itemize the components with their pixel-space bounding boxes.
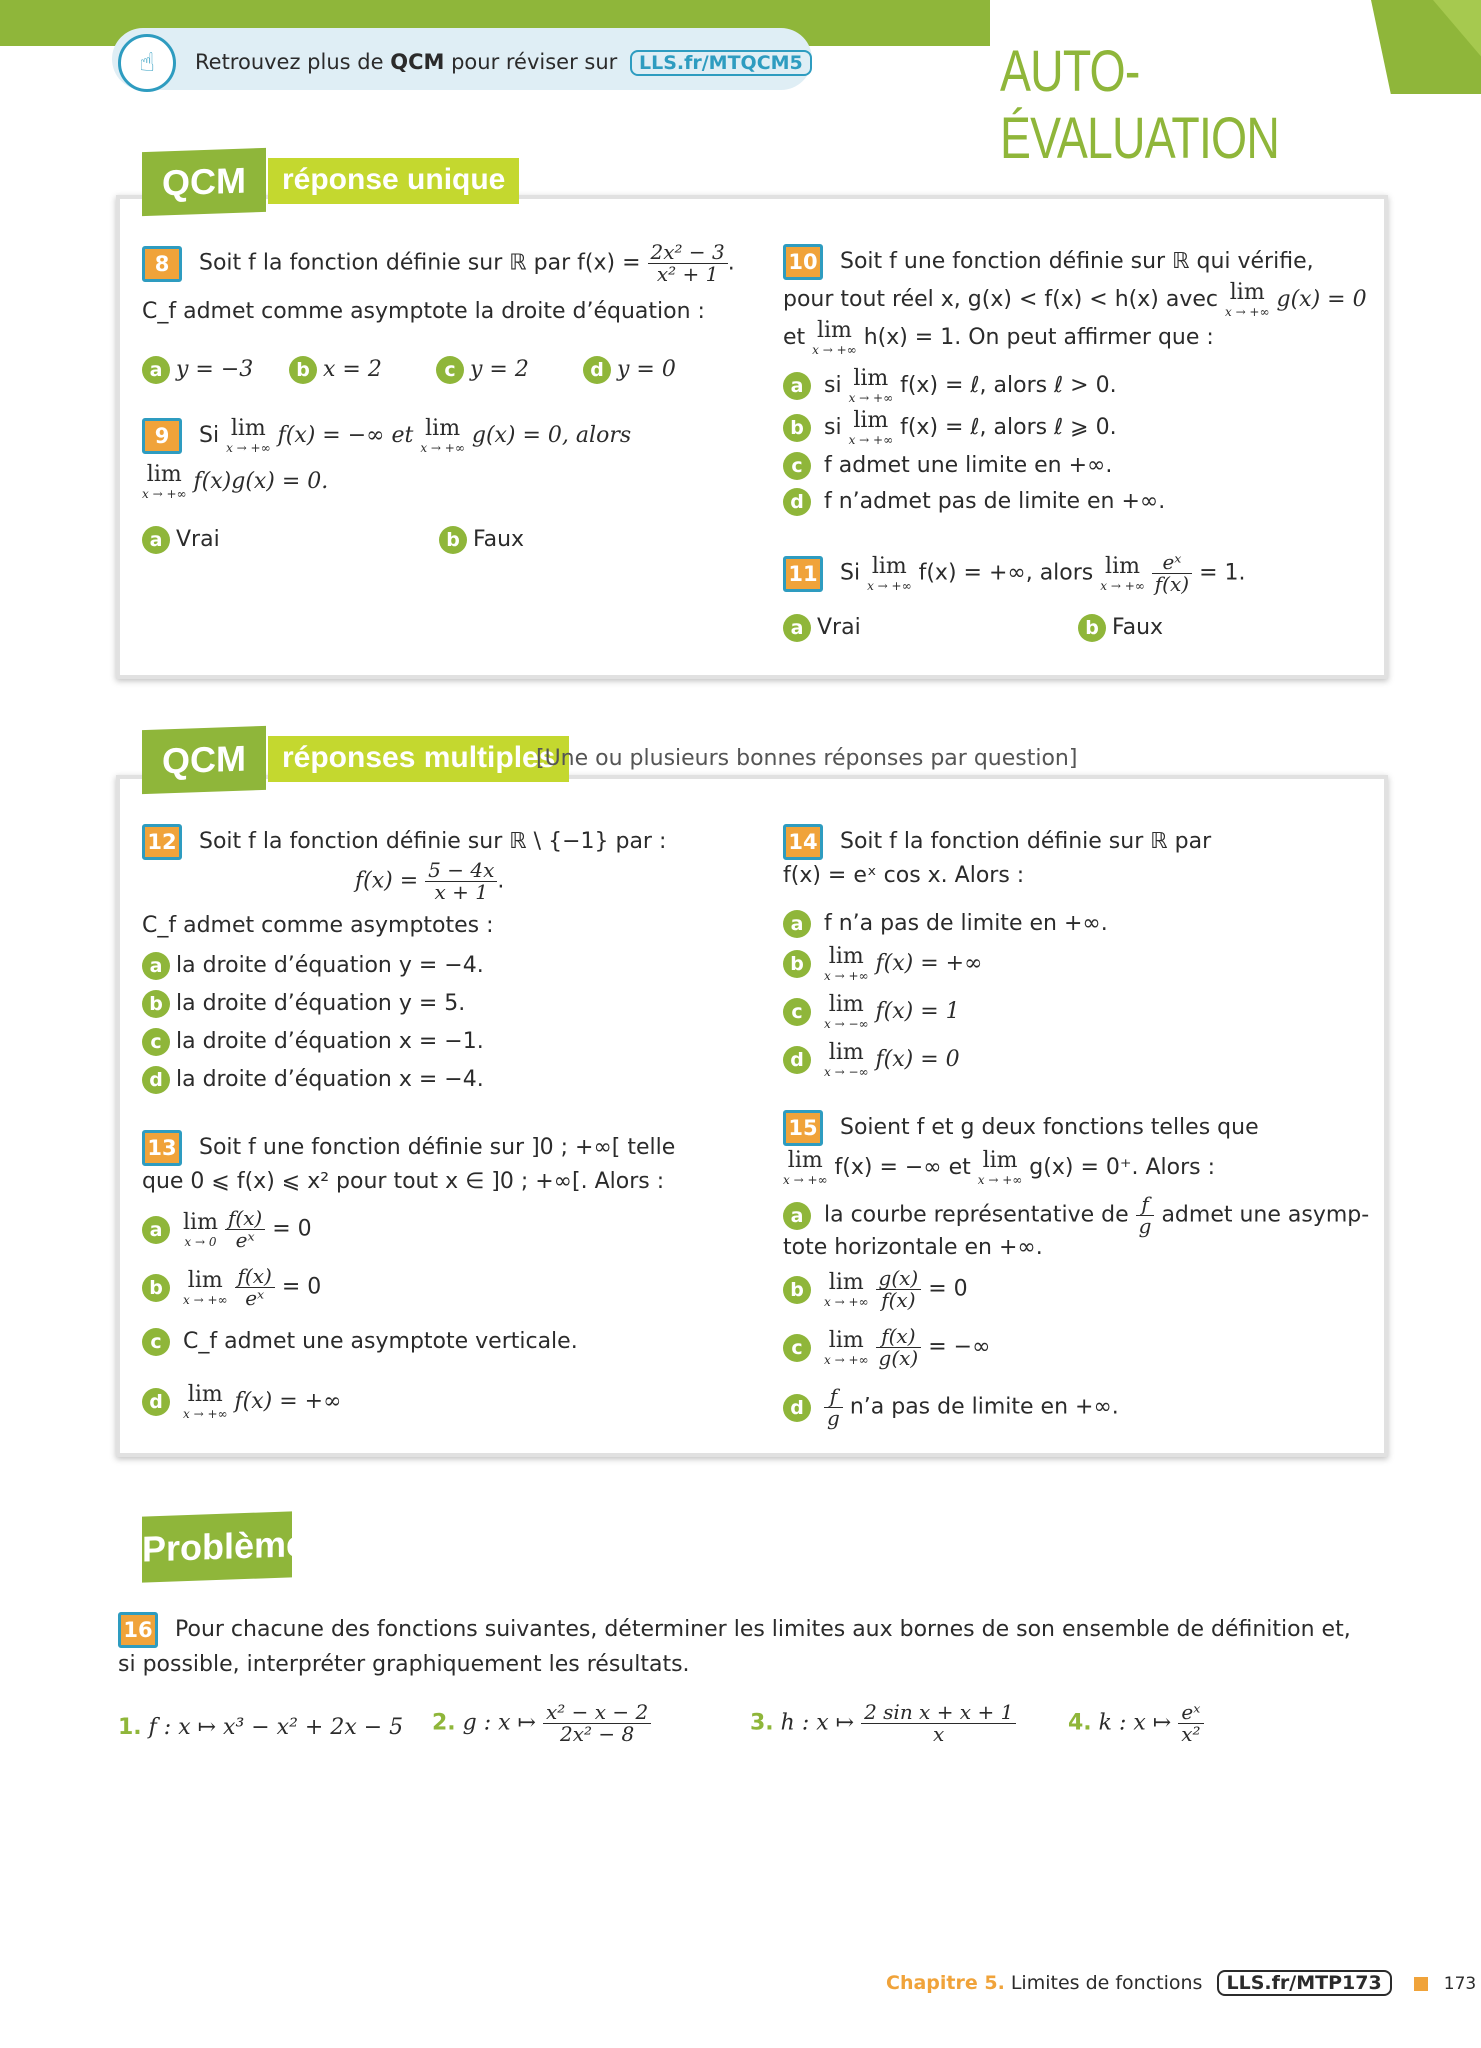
question-15-option-d xyxy=(783,1386,1119,1429)
fraction xyxy=(425,860,497,903)
option-c[interactable]: c xyxy=(436,356,464,384)
item-number: 2. xyxy=(432,1710,456,1736)
option-text: Vrai xyxy=(817,615,861,640)
denominator: 2x² − 8 xyxy=(560,1722,635,1746)
option-text: n’a pas de limite en +∞. xyxy=(849,1394,1119,1420)
fraction xyxy=(876,1326,922,1369)
option-c[interactable]: c xyxy=(783,998,811,1026)
lim-sub: x → +∞ xyxy=(183,1292,228,1307)
option-a[interactable]: a xyxy=(142,952,170,980)
question-13-line2: que 0 ⩽ f(x) ⩽ x² pour tout x ∈ ]0 ; +∞[. Alors : xyxy=(142,1169,665,1194)
question-12-option-d xyxy=(142,1064,484,1096)
denominator: f(x) xyxy=(1154,572,1190,596)
option-text: = −∞ xyxy=(928,1334,991,1360)
numerator: f(x) xyxy=(235,1266,275,1288)
promo-text xyxy=(195,50,812,76)
option-text: f(x) = 0 xyxy=(875,1047,960,1072)
qcm-note: [Une ou plusieurs bonnes réponses par question] xyxy=(536,746,1078,771)
fraction xyxy=(876,1268,922,1311)
lim-label: lim xyxy=(146,462,182,487)
question-11 xyxy=(783,552,1343,595)
limit xyxy=(824,1042,869,1078)
denominator: x + 1 xyxy=(434,880,488,904)
question-text: Soit f la fonction définie sur ℝ par xyxy=(840,829,1212,854)
question-text: pour tout réel x, g(x) < f(x) < h(x) avec xyxy=(783,287,1218,312)
option-text: la courbe représentative de xyxy=(824,1202,1129,1228)
formula-lhs: f(x) = xyxy=(355,868,419,894)
limit xyxy=(812,320,857,356)
option-si: si xyxy=(824,415,842,440)
denominator: g xyxy=(827,1406,840,1430)
lim-sub: x → +∞ xyxy=(812,343,857,357)
denominator: g xyxy=(1138,1214,1152,1238)
question-text: g(x) = 0⁺. Alors : xyxy=(1029,1155,1215,1180)
lim-sub: x → +∞ xyxy=(783,1173,828,1187)
fraction xyxy=(543,1702,651,1745)
question-15 xyxy=(783,1110,1363,1146)
question-number: 14 xyxy=(783,824,823,860)
fraction xyxy=(861,1702,1016,1745)
qcm-tag: QCM xyxy=(142,726,266,794)
option-text: y = 2 xyxy=(470,357,529,382)
question-10-option-d xyxy=(783,486,1165,518)
lim-sub: x → +∞ xyxy=(824,969,869,983)
question-text: g(x) = 0 xyxy=(1276,287,1367,312)
question-text: Soit f la fonction définie sur ℝ par f(x) = xyxy=(199,250,641,276)
option-text: = 0 xyxy=(928,1276,968,1302)
question-14-option-d xyxy=(783,1042,960,1078)
question-15-option-a-line2: tote horizontale en +∞. xyxy=(783,1235,1043,1260)
option-text: f(x) = +∞ xyxy=(875,951,983,976)
option-text: f(x) = 1 xyxy=(875,999,960,1024)
question-14-option-b xyxy=(783,946,982,982)
question-number: 16 xyxy=(118,1612,158,1648)
numerator: x² − x − 2 xyxy=(543,1702,651,1724)
question-10 xyxy=(783,244,1363,280)
limit xyxy=(183,1267,228,1307)
footer-chapter: Chapitre 5. xyxy=(886,1972,1005,1994)
option-a[interactable]: a xyxy=(783,1202,811,1230)
lim-label: lim xyxy=(230,416,266,441)
question-12-option-c xyxy=(142,1026,484,1058)
limit xyxy=(849,368,894,404)
question-14 xyxy=(783,824,1363,860)
denominator: eˣ xyxy=(235,1228,255,1252)
qcm-link[interactable]: LLS.fr/MTQCM5 xyxy=(630,50,812,76)
limit xyxy=(824,994,869,1030)
item-formula: k : x ↦ xyxy=(1098,1710,1172,1736)
question-10-option-c xyxy=(783,450,1112,482)
question-number: 12 xyxy=(142,824,182,860)
option-d[interactable]: d xyxy=(783,1394,811,1422)
lim-sub: x → −∞ xyxy=(824,1065,869,1079)
lim-sub: x → +∞ xyxy=(1100,578,1145,593)
limit xyxy=(183,1384,228,1420)
option-text: Faux xyxy=(473,527,525,552)
question-13-option-d xyxy=(142,1384,341,1420)
problem-16 xyxy=(118,1612,1358,1682)
lim-label: lim xyxy=(1105,553,1140,579)
item-formula: f : x ↦ x³ − x² + 2x − 5 xyxy=(148,1715,404,1740)
lim-sub: x → +∞ xyxy=(848,433,894,447)
denominator: x² xyxy=(1181,1722,1201,1746)
question-12-line3: C_f admet comme asymptotes : xyxy=(142,913,494,938)
numerator: eˣ xyxy=(1178,1702,1203,1724)
question-10-option-b xyxy=(783,410,1117,446)
fraction xyxy=(235,1266,275,1309)
limit xyxy=(849,410,894,446)
limit xyxy=(183,1209,218,1249)
question-14-option-c xyxy=(783,994,960,1030)
lim-label: lim xyxy=(187,1382,223,1407)
problem-text: Pour chacune des fonctions suivantes, déterminer les limites aux bornes de son ensemble de définition et, si possible, interpréter graphiquement les résultats. xyxy=(118,1617,1351,1677)
limit xyxy=(824,946,869,982)
option-text: C_f admet une asymptote verticale. xyxy=(183,1329,578,1354)
question-13 xyxy=(142,1130,742,1166)
question-11-options xyxy=(783,612,1163,644)
option-b[interactable]: b xyxy=(783,950,811,978)
fraction xyxy=(1136,1194,1155,1237)
lim-sub: x → +∞ xyxy=(824,1294,869,1309)
option-text: Faux xyxy=(1112,615,1164,640)
numerator: f(x) xyxy=(225,1208,265,1230)
question-text: Soit f une fonction définie sur ]0 ; +∞[ telle xyxy=(199,1135,676,1160)
numerator: eˣ xyxy=(1152,552,1192,574)
question-9 xyxy=(142,418,762,454)
numerator: g(x) xyxy=(876,1268,922,1290)
item-formula: g : x ↦ xyxy=(462,1710,536,1736)
option-text: f n’admet pas de limite en +∞. xyxy=(824,489,1166,514)
lim-label: lim xyxy=(828,992,864,1017)
question-10-line3 xyxy=(783,320,1214,356)
limit xyxy=(783,1150,828,1186)
qcm-tag: QCM xyxy=(142,148,266,216)
question-text: g(x) = 0, alors xyxy=(471,423,632,448)
qcm-subtitle: réponses multiples xyxy=(268,736,569,782)
question-number: 9 xyxy=(142,418,182,454)
option-text: la droite d’équation y = 5. xyxy=(176,991,466,1016)
option-b[interactable]: b xyxy=(783,414,811,442)
page-number: 173 xyxy=(1443,1974,1477,1994)
question-9-options xyxy=(142,524,524,556)
option-text: = 0 xyxy=(272,1216,312,1242)
lim-sub: x → −∞ xyxy=(824,1017,869,1031)
fraction xyxy=(648,242,728,285)
problem-item-2 xyxy=(432,1702,651,1745)
option-si: si xyxy=(824,373,842,398)
numerator: 2x² − 3 xyxy=(648,242,728,264)
question-15-option-a xyxy=(783,1194,1373,1237)
question-text: Soit f la fonction définie sur ℝ \ {−1} par : xyxy=(199,829,667,854)
limit xyxy=(420,418,465,454)
denominator: x² + 1 xyxy=(656,262,719,286)
lim-label: lim xyxy=(816,318,852,343)
question-text: Soit f une fonction définie sur ℝ qui vérifie, xyxy=(840,249,1314,274)
question-text: Si xyxy=(199,423,220,448)
lim-label: lim xyxy=(982,1148,1018,1173)
problem-item-1 xyxy=(118,1712,403,1744)
lim-label: lim xyxy=(853,366,889,391)
question-text: f(x) = +∞, alors xyxy=(918,560,1094,586)
option-c[interactable]: c xyxy=(142,1328,170,1356)
option-a[interactable]: a xyxy=(783,910,811,938)
section-title: AUTO-ÉVALUATION xyxy=(1000,39,1280,171)
option-text: f n’a pas de limite en +∞. xyxy=(824,911,1108,936)
lim-label: lim xyxy=(1229,280,1265,305)
question-9-line2 xyxy=(142,464,328,500)
lim-label: lim xyxy=(828,1040,864,1065)
qcm-subtitle: réponse unique xyxy=(268,158,519,204)
limit xyxy=(226,418,271,454)
option-text: y = −3 xyxy=(176,357,254,382)
limit xyxy=(824,1269,869,1309)
option-b[interactable]: b xyxy=(783,1276,811,1304)
question-text: h(x) = 1. On peut affirmer que : xyxy=(863,325,1214,350)
lim-sub: x → +∞ xyxy=(226,441,271,455)
question-15-line2 xyxy=(783,1150,1215,1186)
limit xyxy=(142,464,187,500)
numerator: f xyxy=(1136,1194,1155,1216)
option-b[interactable]: b xyxy=(142,990,170,1018)
footer-square-icon xyxy=(1414,1977,1428,1991)
question-14-line2: f(x) = eˣ cos x. Alors : xyxy=(783,863,1025,888)
question-15-option-c xyxy=(783,1326,990,1369)
question-number: 11 xyxy=(783,556,823,592)
question-13-option-c xyxy=(142,1326,578,1358)
denominator: f(x) xyxy=(881,1288,916,1312)
option-b[interactable]: b xyxy=(289,356,317,384)
option-d[interactable]: d xyxy=(142,1388,170,1416)
question-10-option-a xyxy=(783,368,1117,404)
fraction xyxy=(1152,552,1192,595)
denominator: x xyxy=(933,1722,945,1746)
lim-sub: x → +∞ xyxy=(848,391,894,405)
option-a[interactable]: a xyxy=(142,1216,170,1244)
lim-label: lim xyxy=(187,1267,223,1293)
footer-link[interactable]: LLS.fr/MTP173 xyxy=(1217,1970,1392,1996)
numerator: 2 sin x + x + 1 xyxy=(861,1702,1016,1724)
option-text: f(x) = +∞ xyxy=(234,1389,342,1414)
lim-label: lim xyxy=(183,1209,218,1235)
question-12 xyxy=(142,824,742,860)
option-text: Vrai xyxy=(176,527,220,552)
problem-item-3 xyxy=(750,1702,1016,1745)
option-text: la droite d’équation x = −4. xyxy=(176,1067,484,1092)
denominator: g(x) xyxy=(878,1346,919,1370)
question-text: f(x) = −∞ et xyxy=(277,423,414,448)
lim-label: lim xyxy=(828,1269,864,1295)
footer xyxy=(886,1970,1476,1996)
question-15-option-b xyxy=(783,1268,968,1311)
lim-sub: x → +∞ xyxy=(183,1407,228,1421)
fraction xyxy=(824,1386,843,1429)
question-number: 8 xyxy=(142,246,182,282)
item-number: 4. xyxy=(1068,1710,1092,1736)
item-number: 1. xyxy=(118,1715,142,1740)
option-text: admet une asymp- xyxy=(1161,1202,1370,1228)
question-13-option-b xyxy=(142,1266,321,1309)
option-d[interactable]: d xyxy=(783,488,811,516)
lim-sub: x → +∞ xyxy=(1224,305,1270,319)
limit xyxy=(1100,553,1145,593)
question-text: Si xyxy=(840,560,861,586)
option-text: f(x) = ℓ, alors ℓ ⩾ 0. xyxy=(900,415,1117,440)
question-text: = 1. xyxy=(1199,560,1246,586)
option-a[interactable]: a xyxy=(783,614,811,642)
fraction xyxy=(1178,1702,1203,1745)
question-text: et xyxy=(783,325,806,350)
promo-bold: QCM xyxy=(390,50,445,74)
question-8: 8 Soit f la fonction définie sur ℝ par f(x) = $\frac{\text{2x² − 3}}{\text{x² + 1}}$ . xyxy=(142,242,742,285)
lim-label: lim xyxy=(828,944,864,969)
question-13-option-a xyxy=(142,1208,312,1251)
question-8-options xyxy=(142,354,703,386)
question-text: f(x)g(x) = 0. xyxy=(193,469,329,494)
question-number: 10 xyxy=(783,244,823,280)
fraction xyxy=(225,1208,265,1251)
option-text: = 0 xyxy=(281,1274,322,1300)
option-c[interactable]: c xyxy=(783,1334,811,1362)
item-formula: h : x ↦ xyxy=(780,1710,855,1736)
promo-prefix: Retrouvez plus de xyxy=(195,50,384,74)
question-14-option-a xyxy=(783,908,1108,940)
option-b[interactable]: b xyxy=(439,526,467,554)
problem-item-4 xyxy=(1068,1702,1204,1745)
numerator: f xyxy=(824,1386,843,1408)
question-12-option-b xyxy=(142,988,465,1020)
option-d[interactable]: d xyxy=(583,356,611,384)
limit xyxy=(824,1327,869,1367)
lim-label: lim xyxy=(853,408,889,433)
question-number: 15 xyxy=(783,1110,823,1146)
option-text: f admet une limite en +∞. xyxy=(824,453,1113,478)
lim-sub: x → 0 xyxy=(184,1234,217,1249)
option-b[interactable]: b xyxy=(1078,614,1106,642)
question-number: 13 xyxy=(142,1130,182,1166)
question-12-formula: f(x) = $\frac{5 - 4x}{x + 1}$ . xyxy=(355,858,505,904)
promo-suffix: pour réviser sur xyxy=(451,50,618,74)
probleme-tag: Problème xyxy=(142,1511,292,1582)
pointer-hand-icon: ☝ xyxy=(118,34,176,92)
lim-sub: x → +∞ xyxy=(977,1173,1023,1187)
question-12-option-a xyxy=(142,950,484,982)
option-text: f(x) = ℓ, alors ℓ > 0. xyxy=(900,373,1117,398)
option-text: x = 2 xyxy=(323,357,382,382)
question-text: Soient f et g deux fonctions telles que xyxy=(840,1115,1259,1140)
denominator: eˣ xyxy=(245,1286,265,1310)
numerator: f(x) xyxy=(876,1326,922,1348)
lim-label: lim xyxy=(787,1148,823,1173)
limit xyxy=(867,553,912,593)
lim-sub: x → +∞ xyxy=(867,578,912,593)
numerator: 5 − 4x xyxy=(425,860,497,882)
question-10-line2 xyxy=(783,282,1373,318)
option-text: la droite d’équation y = −4. xyxy=(176,953,484,978)
option-text: la droite d’équation x = −1. xyxy=(176,1029,484,1054)
lim-sub: x → +∞ xyxy=(142,487,187,501)
item-number: 3. xyxy=(750,1710,774,1736)
limit xyxy=(1225,282,1270,318)
option-a[interactable]: a xyxy=(142,356,170,384)
option-text: y = 0 xyxy=(617,357,676,382)
lim-sub: x → +∞ xyxy=(824,1352,869,1367)
lim-label: lim xyxy=(871,553,907,579)
option-d[interactable]: d xyxy=(783,1046,811,1074)
lim-label: lim xyxy=(425,416,461,441)
limit xyxy=(978,1150,1023,1186)
option-a[interactable]: a xyxy=(783,372,811,400)
lim-sub: x → +∞ xyxy=(420,441,465,455)
option-d[interactable]: d xyxy=(142,1066,170,1094)
option-c[interactable]: c xyxy=(783,452,811,480)
option-b[interactable]: b xyxy=(142,1274,170,1302)
footer-title: Limites de fonctions xyxy=(1010,1972,1203,1994)
lim-label: lim xyxy=(828,1327,864,1353)
question-8-line2: C_f admet comme asymptote la droite d’équation : xyxy=(142,299,705,324)
option-c[interactable]: c xyxy=(142,1028,170,1056)
question-text: f(x) = −∞ et xyxy=(834,1155,971,1180)
option-a[interactable]: a xyxy=(142,526,170,554)
